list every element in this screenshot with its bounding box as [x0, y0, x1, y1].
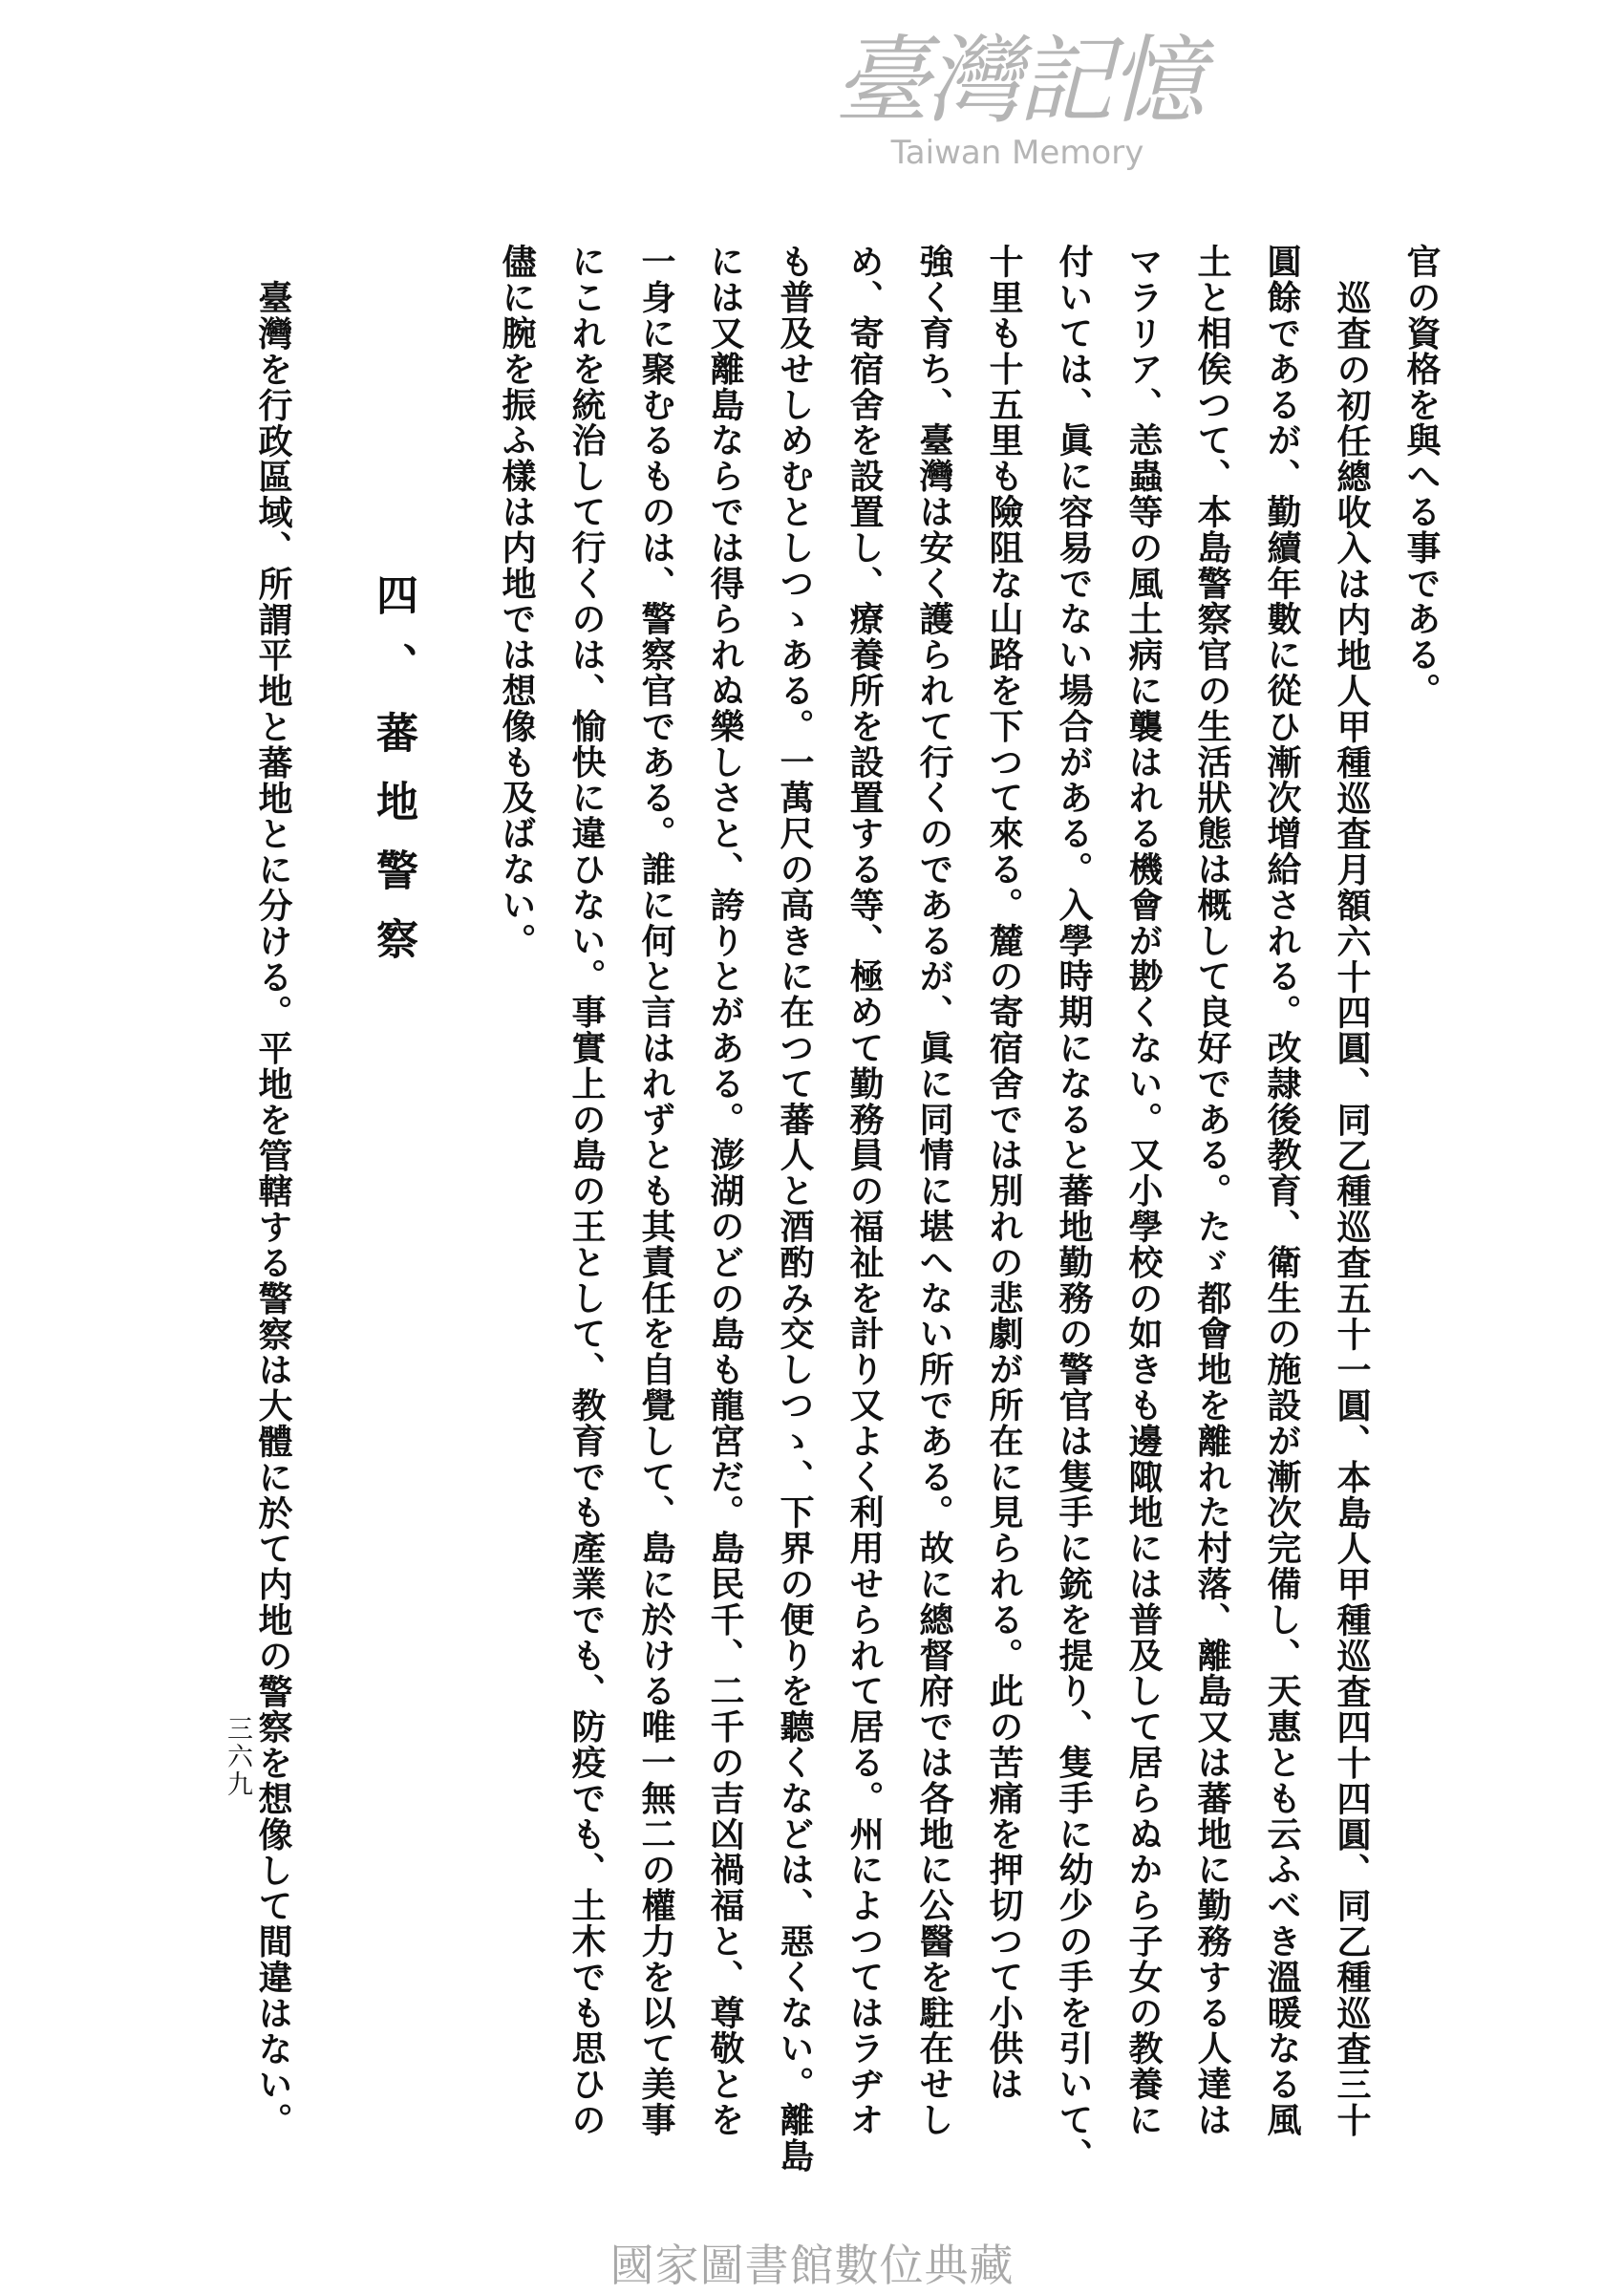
text-column: 圓餘であるが、勤續年數に從ひ漸次增給される。改隷後教育、衛生の施設が漸次完備し、天惠とも云ふべき溫暖なる風 [1262, 244, 1302, 2138]
text-column: にこれを統治して行くのは、愉快に違ひない。事實上の島の王として、教育でも產業でも、防疫でも、土木でも思ひの [566, 244, 607, 2138]
watermark-english: Taiwan Memory [890, 134, 1144, 172]
text-column: 臺灣を行政區域、所謂平地と蕃地とに分ける。平地を管轄する警察は大體に於て内地の警察を想像して間違はない。 [253, 280, 293, 2138]
text-column: 十里も十五里も險阻な山路を下つて來る。麓の寄宿舍では別れの悲劇が所在に見られる。此の苦痛を押切つて小供は [984, 244, 1024, 2102]
watermark [793, 25, 1242, 172]
text-column: 儘に腕を振ふ樣は内地では想像も及ばない。 [497, 244, 537, 958]
watermark-chinese: 臺灣記憶 [834, 25, 1201, 137]
text-column: 官の資格を與へる事である。 [1401, 244, 1442, 709]
text-column: 巡査の初任總收入は内地人甲種巡査月額六十四圓、同乙種巡査五十一圓、本島人甲種巡査四十四圓、同乙種巡査三十 [1332, 280, 1372, 2138]
section-heading: 四、蕃地警察 [369, 573, 417, 986]
text-column: には又離島ならでは得られぬ樂しさと、誇りとがある。澎湖のどの島も龍宮だ。島民千、二千の吉凶禍福と、尊敬とを [705, 244, 745, 2138]
text-column: マラリア、恙蟲等の風土病に襲はれる機會が尠くない。又小學校の如きも邊陬地には普及して居らぬから子女の教養に [1123, 244, 1164, 2138]
page-number: 三六九 [223, 1715, 252, 1798]
text-column: 強く育ち、臺灣は安く護られて行くのであるが、眞に同情に堪へない所である。故に總督府では各地に公醫を駐在せし [914, 244, 954, 2138]
text-column: 土と相俟つて、本島警察官の生活狀態は概して良好である。たゞ都會地を離れた村落、離島又は蕃地に勤務する人達は [1192, 244, 1232, 2138]
footer-credit: 國家圖書館數位典藏 [609, 2240, 1015, 2291]
text-column: も普及せしめむとしつゝある。一萬尺の高きに在つて蕃人と酒酌み交しつゝ、下界の便りを聽くなどは、惡くない。離島 [775, 244, 815, 2174]
text-column: め、寄宿舍を設置し、療養所を設置する等、極めて勤務員の福祉を計り又よく利用せられて居る。州によつてはラヂオ [844, 244, 885, 2138]
text-column: 付いては、眞に容易でない場合がある。入學時期になると蕃地勤務の警官は隻手に銃を提り、隻手に幼少の手を引いて、 [1054, 244, 1094, 2174]
text-column: 一身に聚むるものは、警察官である。誰に何と言はれずとも其責任を自覺して、島に於ける唯一無二の權力を以て美事 [636, 244, 676, 2138]
